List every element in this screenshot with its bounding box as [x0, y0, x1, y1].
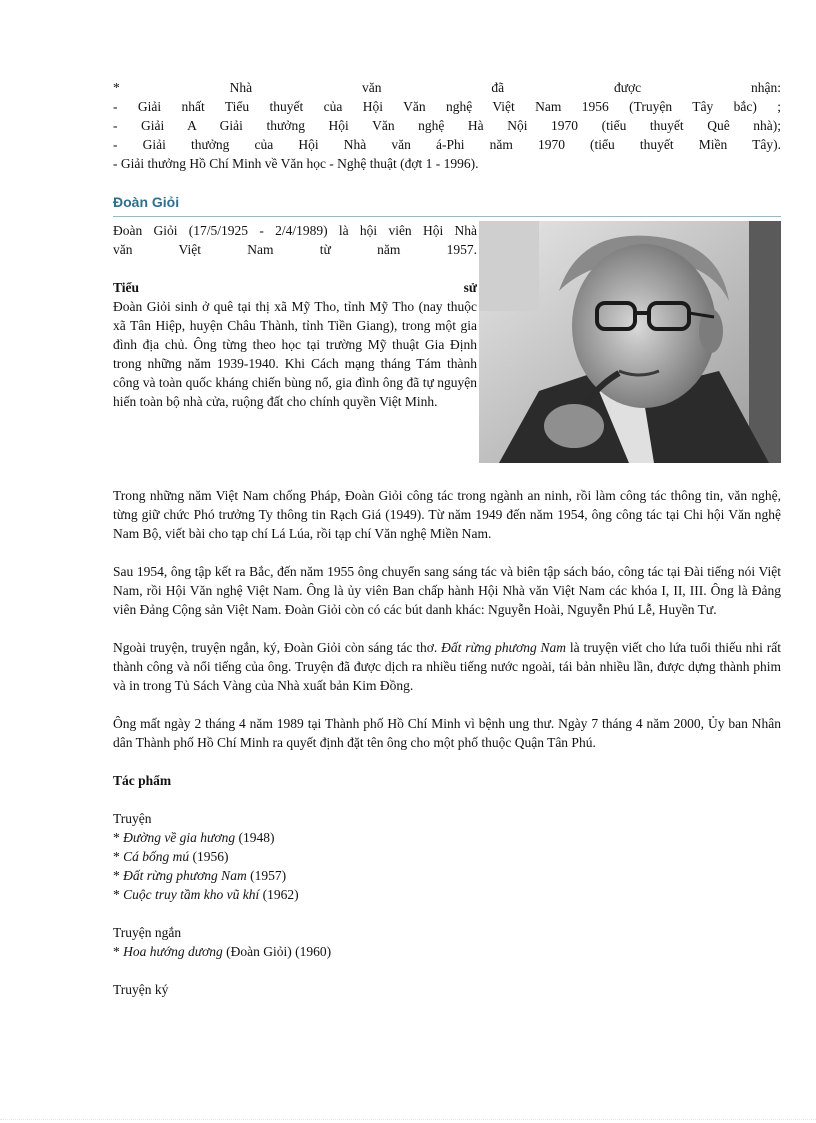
bio-label: Tiểu sử: [113, 280, 477, 295]
body-paragraph: Sau 1954, ông tập kết ra Bắc, đến năm 1955 ông chuyển sang sáng tác và biên tập sách báo, công tác tại Đài tiếng nói Việt Nam, rồi Hội Văn nghệ Việt Nam. Ông là ủy viên Ban chấp hành Hội Nhà văn Việt Nam các khóa I, II, III. Ông là Đảng viên Đảng Cộng sản Việt Nam. Đoàn Giỏi còn có các bút danh khác: Nguyễn Hoài, Nguyễn Phú Lễ, Huyền Tư.: [113, 564, 781, 617]
page-bottom-rule: [0, 1119, 816, 1121]
award-item: - Giải A Giải thưởng Hội Văn nghệ Hà Nội 1970 (tiểu thuyết Quê nhà);: [113, 118, 781, 133]
works-short-stories: [113, 923, 781, 961]
award-item: - Giải nhất Tiểu thuyết của Hội Văn nghệ Việt Nam 1956 (Truyện Tây bắc) ;: [113, 99, 781, 114]
document-page: [113, 78, 781, 999]
works-heading: Tác phẩm: [113, 773, 172, 788]
body-paragraph: Ông mất ngày 2 tháng 4 năm 1989 tại Thành phố Hồ Chí Minh vì bệnh ung thư. Ngày 7 tháng 4 năm 2000, Ủy ban Nhân dân Thành phố Hồ Chí Minh ra quyết định đặt tên ông cho một phố thuộc Quận Tân Phú.: [113, 716, 781, 750]
body-paragraph: Trong những năm Việt Nam chống Pháp, Đoàn Giỏi công tác trong ngành an ninh, rồi làm công tác thông tin, văn nghệ, từng giữ chức Phó trưởng Ty thông tin Rạch Giá (1949). Từ năm 1949 đến năm 1954, ông công tác tại Chi hội Văn nghệ Nam Bộ, viết bài cho tạp chí Lá Lúa, rồi tạp chí Văn nghệ Miền Nam.: [113, 488, 781, 541]
awards-block: [113, 78, 781, 173]
section-title: Đoàn Giỏi: [113, 193, 781, 217]
list-item: * Hoa hướng dương (Đoàn Giỏi) (1960): [113, 944, 332, 959]
bio-text: Đoàn Giỏi sinh ở quê tại thị xã Mỹ Tho, tỉnh Mỹ Tho (nay thuộc xã Tân Hiệp, huyện Châu Thành, tỉnh Tiền Giang), trong một gia đình địa chủ. Ông từng theo học tại trường Mỹ thuật Gia Định trong những năm 1939-1940. Khi Cách mạng tháng Tám thành công và toàn quốc kháng chiến bùng nổ, gia đình ông đã tự nguyện hiến toàn bộ nhà cửa, ruộng đất cho chính quyền Việt Minh.: [113, 299, 477, 409]
intro-text: [113, 221, 477, 411]
para3-after: là truyện viết cho lứa tuổi thiếu nhi rất thành công và nổi tiếng của ông. Truyện đã được dịch ra nhiều tiếng nước ngoài, tái bản nhiều lần, được dựng thành phim và in trong Tủ Sách Vàng của Nhà xuất bản Kim Đồng.: [113, 640, 781, 693]
intro-line: Đoàn Giỏi (17/5/1925 - 2/4/1989) là hội viên Hội Nhà: [113, 223, 477, 238]
list-item: * Cá bống mú (1956): [113, 849, 229, 864]
list-item: * Đường về gia hương (1948): [113, 830, 275, 845]
list-item: * Cuộc truy tầm kho vũ khí (1962): [113, 887, 299, 902]
para3-before: Ngoài truyện, truyện ngắn, ký, Đoàn Giỏi còn sáng tác thơ.: [113, 640, 442, 655]
awards-heading: * Nhà văn đã được nhận:: [113, 80, 781, 95]
award-item: - Giải thưởng của Hội Nhà văn á-Phi năm 1970 (tiểu thuyết Miền Tây).: [113, 137, 781, 152]
list-item: * Đất rừng phương Nam (1957): [113, 868, 287, 883]
para3-italic-title: Đất rừng phương Nam: [441, 640, 567, 655]
award-item: - Giải thưởng Hồ Chí Minh về Văn học - Nghệ thuật (đợt 1 - 1996).: [113, 156, 479, 171]
author-portrait: [479, 221, 781, 463]
works-novels-label: Truyện: [113, 811, 152, 826]
intro-block: [113, 221, 781, 467]
body-paragraph: [113, 638, 781, 695]
works-memoir-label: Truyện ký: [113, 982, 169, 997]
works-novels: [113, 809, 781, 904]
intro-line: văn Việt Nam từ năm 1957.: [113, 242, 477, 257]
portrait-image: [479, 221, 781, 463]
works-short-label: Truyện ngắn: [113, 925, 182, 940]
